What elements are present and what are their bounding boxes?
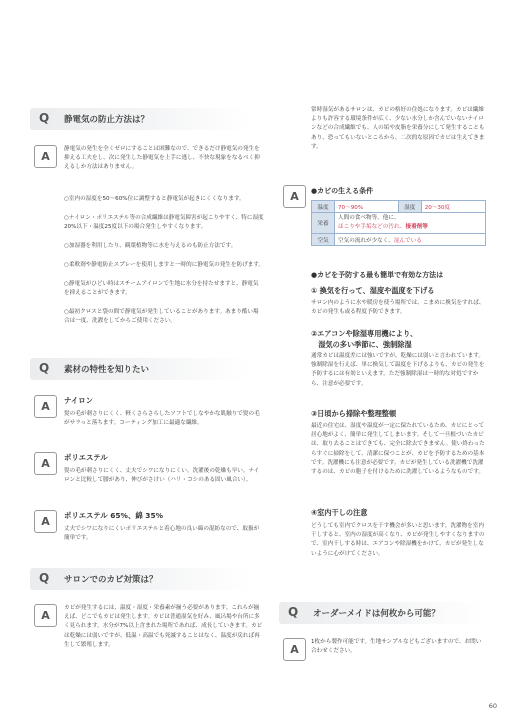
- page-number: 60: [488, 702, 497, 710]
- answer-box: A: [34, 510, 57, 533]
- tip-text: サロン内のように水や暖房を使う場所では、こまめに換気をすれば、カビの発生も或る程度予防できます。: [311, 300, 485, 316]
- question-bar-mold: [30, 568, 250, 590]
- answer-text: 1枚から製作可能です。生地サンプルなどもございますので、お問い合わせください。: [311, 639, 482, 655]
- answer-box: A: [34, 395, 57, 418]
- table-header-cell: 湿度: [398, 201, 421, 213]
- q-label: Q: [39, 361, 50, 375]
- table-cell-text-red: 接着剤等: [405, 224, 428, 230]
- material-name: ポリエステル 65%、綿 35%: [64, 511, 163, 520]
- table-cell: [335, 213, 486, 234]
- mold-conditions-title: ●カビの生える条件: [311, 187, 374, 195]
- table-cell: 20〜30度: [421, 201, 485, 213]
- answer-text: カビが発生するには、温度・湿度・栄養素が揃う必要があります。これらが揃えば、どこでもカビは発生します。カビは普通湿気を好み、風呂場や台所に多く見られます。水分が7%以上含まれた場所であれば、成長していきます。カビは乾燥には弱いですが、低温・高温でも死滅することはなく、温度が戻れば再生して繁殖します。: [64, 605, 263, 648]
- table-cell: 70〜90%: [335, 201, 399, 213]
- tip-title: ③日頃から掃除や整理整頓: [311, 409, 397, 418]
- table-cell-text-red: ほこりや手垢などの汚れ、: [338, 224, 406, 230]
- material-text: 髪の毛が刺さりにくく、軽くさらさらしたソフトでしなやかな肌触りで髪の毛がサラっと落ちます。コーティング加工に最適な繊維。: [64, 411, 260, 427]
- question-bar-custom-order: [279, 602, 484, 624]
- answer-box: A: [283, 185, 306, 208]
- tip-title: ④室内干しの注意: [311, 508, 368, 517]
- bullet-item: ○最初クロスと袋の間で静電気が発生していることがあります。あまり酷い場合は一度、洗濯をしてからご使用ください。: [64, 309, 259, 325]
- mold-intro-text: 常時湿気があるサロンは、カビの格好の住処になります。カビは繊維よりも許容する環境条件が広く、少ない水分しか含んでいないナイロンなどの合成繊維でも、人の垢や皮脂を栄養分にして発生することもあり、恐ってもいないところから、二次的な原因でカビは生えてきます。: [311, 107, 485, 150]
- table-cell-text: 空気の流れが少なく、: [338, 237, 394, 244]
- material-text: 丈夫でシワになりにくいポリエステルと着心地の良い綿の混紡なので、取扱が簡単です。: [64, 526, 260, 542]
- answer-box: A: [34, 145, 57, 168]
- q-label: Q: [39, 111, 50, 125]
- q-label: Q: [39, 571, 50, 585]
- bullet-item: ○加湿器を利用したり、観葉植物等に水を与えるのも防止方法です。: [64, 243, 237, 249]
- answer-box: A: [283, 638, 306, 661]
- answer-box: A: [34, 604, 57, 627]
- bullet-item: ○静電気がひどい時はスチームアイロンで生地に水分を持たせますと、静電気を抑えることができます。: [64, 281, 259, 297]
- tip-text: どうしても室内でクロスを干す機会が多いと思います。洗濯物を室内干しすると、室内の湿度が高くなり、カビが発生しやすくなりますので、室内干しする時は、エアコンや除湿機をかけて、カビが発生しないように心がけてください。: [311, 523, 485, 557]
- tip-text: 最近の住宅は、湿度や温度が一定に保たれているため、カビにとって居心地がよく、簡単に発生してしまいます。そして一旦根づいたカビは、取り去ることはできても、完全に除去できません。使い終わったらすぐに掃除をして、清潔に保つことが、カビを予防するための基本です。洗濯機にも注意が必要です。カビが発生している洗濯機で洗濯するのは、カビの胞子を付けるために洗濯しているようなものです。: [311, 423, 485, 476]
- material-name: ナイロン: [64, 396, 94, 405]
- q-label: Q: [288, 605, 299, 619]
- table-header-cell: 栄養: [312, 213, 335, 234]
- prevention-title: ●カビを予防する最も簡単で有効な方法は: [311, 271, 444, 279]
- bullet-item: ○ナイロン・ポリエステル等の合成繊維は静電気障害が起こりやすく、特に湿度20%以下・温度25度以下の場合発生しやすくなります。: [64, 215, 264, 231]
- table-header-cell: 温度: [312, 201, 335, 213]
- tip-title: ① 換気を行って、湿度や温度を下げる: [311, 286, 435, 295]
- table-header-cell: 空気: [312, 234, 335, 246]
- question-title: 素材の特性を知りたい: [64, 365, 150, 375]
- table-cell: [335, 234, 486, 246]
- question-title: 静電気の防止方法は？: [64, 115, 150, 125]
- bullet-item: ○室内の湿度を50〜60%位に調整すると静電気が起きにくくなります。: [64, 196, 245, 202]
- material-text: 髪の毛が刺さりにくく、丈夫でシワになりにくい。洗濯後の乾燥も早い。ナイロンと比較して腰があり、伸びがさけい（ハリ・コシのある固い風合い）。: [64, 468, 260, 484]
- question-bar-materials: [30, 358, 250, 380]
- answer-text: 静電気の発生を全くゼロにすることは困難なので、できるだけ静電気の発生を抑える工夫をし、次に発生した静電気を上手に逃し、不快な現象をなるべく抑えるしか方法はありません。: [64, 146, 260, 171]
- material-name: ポリエステル: [64, 453, 108, 462]
- tip-text: 通常カビは温度差には強いですが、乾燥には弱いと言われています。強制除湿を行えば、単に換気して温度を下げるよりも、カビの発生を予防するには有効といえます。ただ強制除湿は一時的な対処ですから、注意が必要です。: [311, 353, 485, 387]
- mold-conditions-table: [311, 200, 486, 246]
- bullet-item: ○柔軟剤や静電防止スプレーを使用しますと一時的に静電気の発生を防げます。: [64, 262, 264, 268]
- table-cell-text: 人間の食べ物等、他に、: [338, 215, 400, 221]
- question-title: オーダーメイドは何枚から可能？: [313, 609, 440, 619]
- question-title: サロンでのカビ対策は？: [64, 575, 158, 585]
- tip-title: ②エアコンや除湿専用機により、 湿気の多い季節に、強制除湿: [311, 329, 418, 349]
- question-bar-static: [30, 108, 250, 130]
- table-cell-text-red: 淀んでいる: [393, 237, 422, 244]
- answer-box: A: [34, 452, 57, 475]
